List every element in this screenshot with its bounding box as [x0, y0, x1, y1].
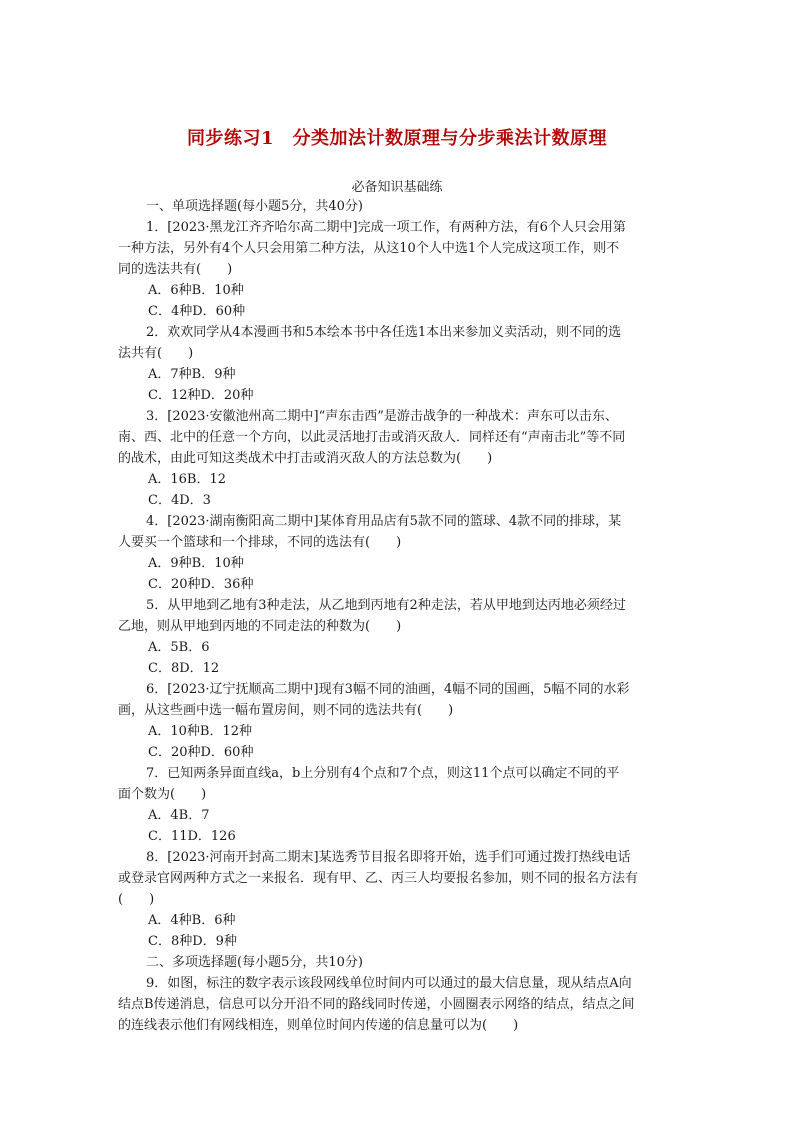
- q7-options-cd: C．11D．126: [148, 829, 236, 844]
- q6-line1: 6．[2023·辽宁抚顺高二期中]现有3幅不同的油画，4幅不同的国画，5幅不同的水彩: [146, 682, 630, 697]
- q1-options-cd: C．4种D．60种: [148, 304, 246, 319]
- q1-line2: 一种方法，另外有4个人只会用第二种方法，从这10个人中选1个人完成这项工作，则不: [118, 241, 620, 256]
- section-heading-multiple: 二、多项选择题(每小题5分，共10分): [146, 955, 363, 970]
- q5-options-cd: C．8D．12: [148, 661, 220, 676]
- q4-options-ab: A．9种B．10种: [148, 556, 244, 571]
- q6-options-ab: A．10种B．12种: [148, 724, 253, 739]
- q2-options-ab: A．7种B．9种: [148, 367, 236, 382]
- q4-line2: 人要买一个篮球和一个排球，不同的选法有( ): [118, 535, 402, 550]
- page-title: 同步练习1 分类加法计数原理与分步乘法计数原理: [186, 128, 608, 149]
- q8-line2: 或登录官网两种方式之一来报名．现有甲、乙、丙三人均要报名参加，则不同的报名方法有: [118, 871, 639, 886]
- q1-line1: 1．[2023·黑龙江齐齐哈尔高二期中]完成一项工作，有两种方法，有6个人只会用第: [146, 220, 626, 235]
- q6-options-cd: C．20种D．60种: [148, 745, 254, 760]
- q9-line2: 结点B传递消息，信息可以分开沿不同的路线同时传递，小圆圈表示网络的结点，结点之间: [118, 997, 635, 1012]
- q6-line2: 画，从这些画中选一幅布置房间，则不同的选法共有( ): [118, 703, 454, 718]
- question-body: [118, 196, 683, 1036]
- q7-line2: 面个数为( ): [118, 787, 207, 802]
- q3-options-ab: A．16B．12: [148, 472, 227, 487]
- q5-options-ab: A．5B．6: [148, 640, 210, 655]
- q3-line2: 南、西、北中的任意一个方向，以此灵活地打击或消灭敌人．同样还有“声南击北”等不同: [118, 430, 626, 445]
- q9-line3: 的连线表示他们有网线相连，则单位时间内传递的信息量可以为( ): [118, 1018, 519, 1033]
- q8-options-cd: C．8种D．9种: [148, 934, 237, 949]
- q8-line1: 8．[2023·河南开封高二期末]某选秀节目报名即将开始，选手们可通过拨打热线电话: [146, 850, 631, 865]
- q2-line2: 法共有( ): [118, 346, 194, 361]
- q8-line3: ( ): [118, 892, 155, 907]
- q9-line1: 9．如图，标注的数字表示该段网线单位时间内可以通过的最大信息量，现从结点A向: [146, 976, 632, 991]
- q1-options-ab: A．6种B．10种: [148, 283, 244, 298]
- q5-line1: 5．从甲地到乙地有3种走法，从乙地到丙地有2种走法，若从甲地到达丙地必须经过: [146, 598, 626, 613]
- q2-options-cd: C．12种D．20种: [148, 388, 254, 403]
- q3-line3: 的战术，由此可知这类战术中打击或消灭敌人的方法总数为( ): [118, 451, 493, 466]
- q1-line3: 同的选法共有( ): [118, 262, 233, 277]
- q7-line1: 7．已知两条异面直线a，b上分别有4个点和7个点，则这11个点可以确定不同的平: [146, 766, 620, 781]
- q5-line2: 乙地，则从甲地到丙地的不同走法的种数为( ): [118, 619, 402, 634]
- section-subtitle: 必备知识基础练: [351, 180, 443, 195]
- q4-line1: 4．[2023·湖南衡阳高二期中]某体育用品店有5款不同的篮球、4款不同的排球，某: [146, 514, 622, 529]
- q7-options-ab: A．4B．7: [148, 808, 210, 823]
- q3-line1: 3．[2023·安徽池州高二期中]“声东击西”是游击战争的一种战术：声东可以击东、: [146, 409, 618, 424]
- section-heading-single: 一、单项选择题(每小题5分，共40分): [146, 199, 363, 214]
- q2-line1: 2．欢欢同学从4本漫画书和5本绘本书中各任选1本出来参加义卖活动，则不同的选: [146, 325, 622, 340]
- q8-options-ab: A．4种B．6种: [148, 913, 236, 928]
- q4-options-cd: C．20种D．36种: [148, 577, 254, 592]
- q3-options-cd: C．4D．3: [148, 493, 211, 508]
